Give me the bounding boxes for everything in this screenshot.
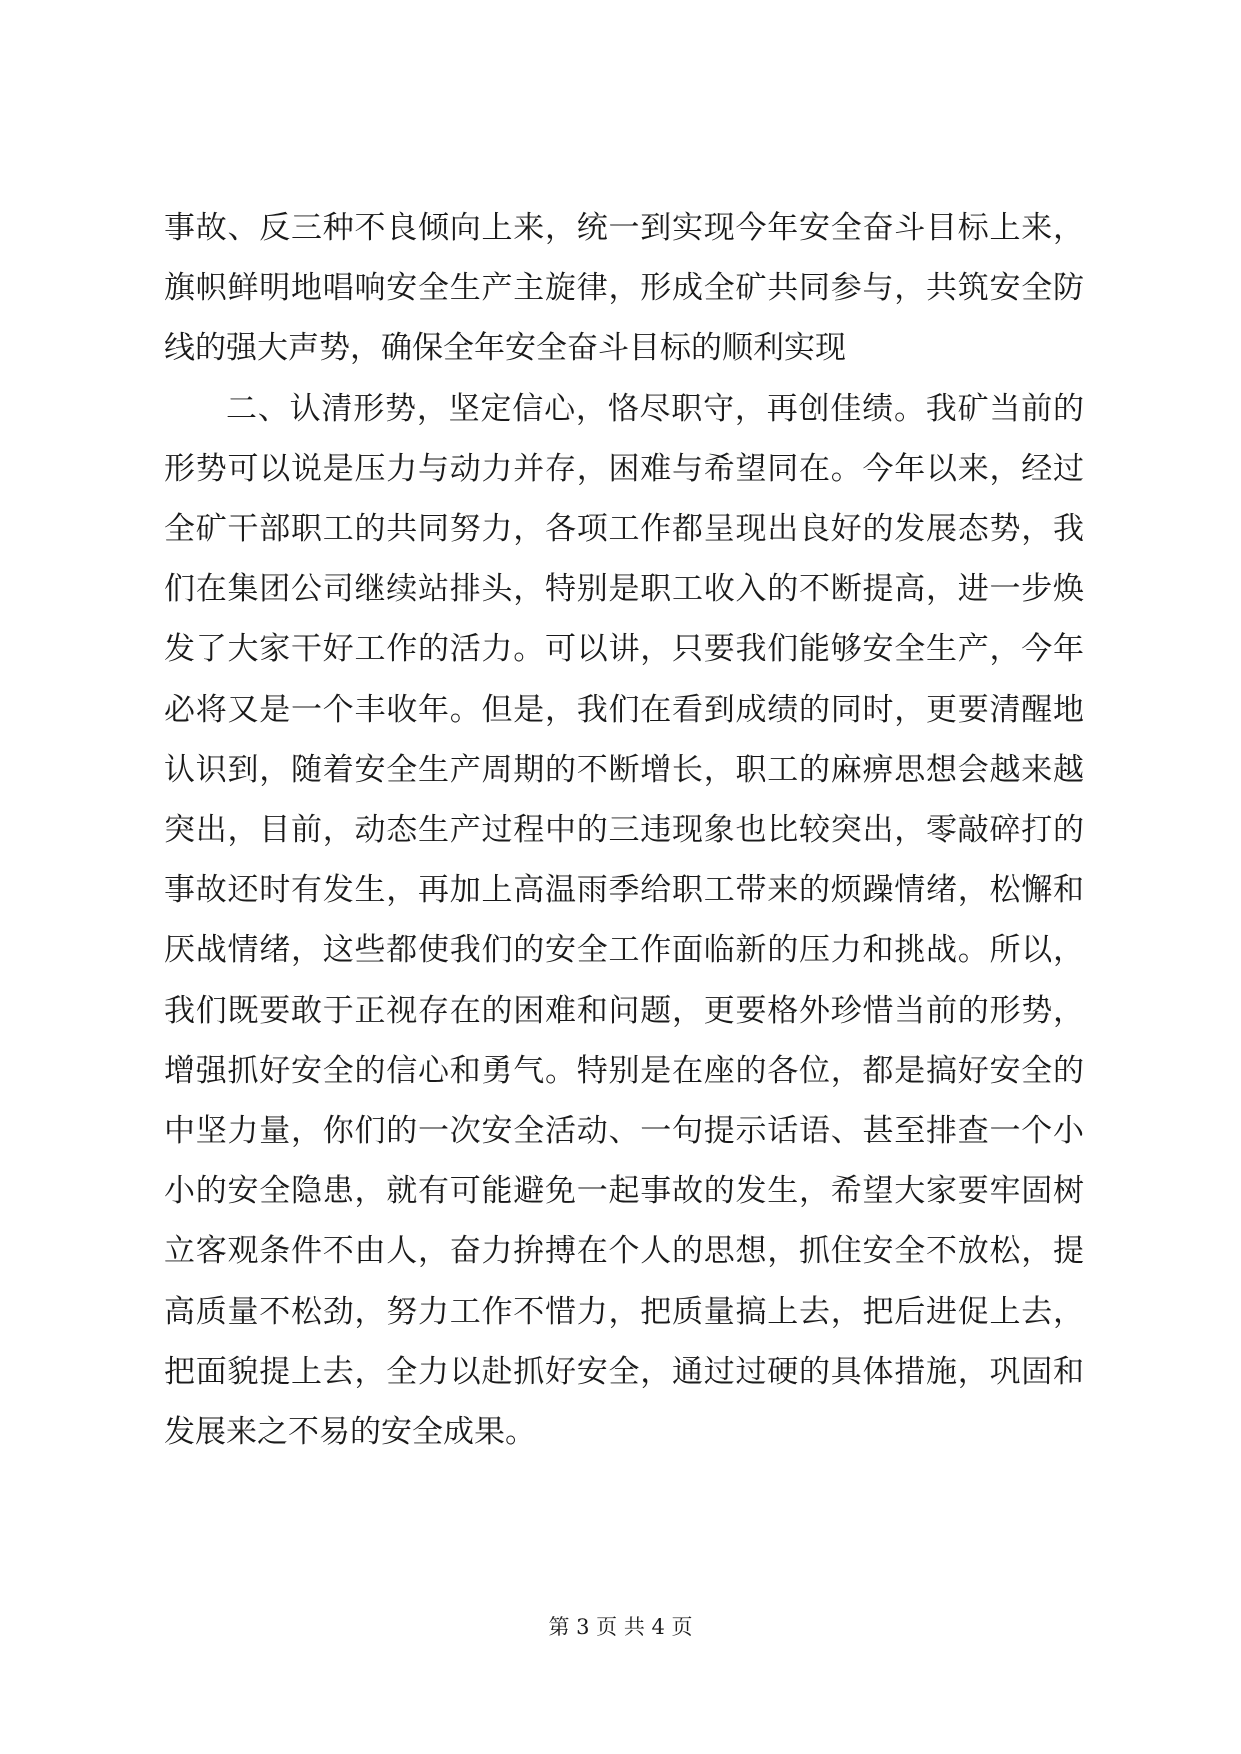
paragraph-2: 二、认清形势，坚定信心，恪尽职守，再创佳绩。我矿当前的形势可以说是压力与动力并存，困难与希望同在。今年以来，经过全矿干部职工的共同努力，各项工作都呈现出良好的发展态势，我们在集团公司继续站排头，特别是职工收入的不断提高，进一步焕发了大家干好工作的活力。可以讲，只要我们能够安全生产，今年必将又是一个丰收年。但是，我们在看到成绩的同时，更要清醒地认识到，随着安全生产周期的不断增长，职工的麻痹思想会越来越突出，目前，动态生产过程中的三违现象也比较突出，零敲碎打的事故还时有发生，再加上高温雨季给职工带来的烦躁情绪，松懈和厌战情绪，这些都使我们的安全工作面临新的压力和挑战。所以，我们既要敢于正视存在的困难和问题，更要格外珍惜当前的形势，增强抓好安全的信心和勇气。特别是在座的各位，都是搞好安全的中坚力量，你们的一次安全活动、一句提示话语、甚至排查一个小小的安全隐患，就有可能避免一起事故的发生，希望大家要牢固树立客观条件不由人，奋力拚搏在个人的思想，抓住安全不放松，提高质量不松劲，努力工作不惜力，把质量搞上去，把后进促上去，把面貌提上去，全力以赴抓好安全，通过过硬的具体措施，巩固和发展来之不易的安全成果。 (164, 390, 1084, 1451)
paragraph-1: 事故、反三种不良倾向上来，统一到实现今年安全奋斗目标上来，旗帜鲜明地唱响安全生产主旋律，形成全矿共同参与，共筑安全防线的强大声势，确保全年安全奋斗目标的顺利实现 (164, 210, 1084, 367)
document-body (164, 198, 1084, 1462)
page-footer: 第 3 页 共 4 页 (548, 1615, 693, 1639)
